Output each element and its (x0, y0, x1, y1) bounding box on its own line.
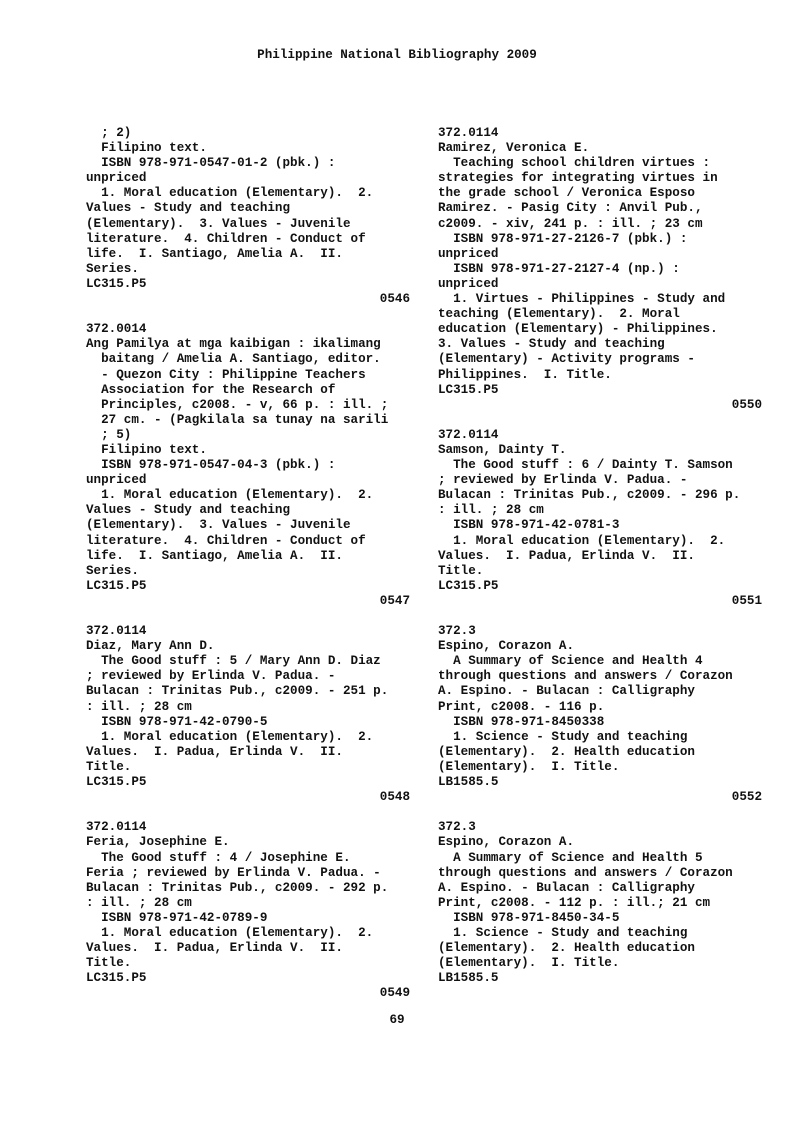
entry-number: 0546 (379, 292, 410, 307)
entry-line: education (Elementary) - Philippines. (438, 322, 718, 337)
entry-spacer (438, 609, 762, 624)
entry-number: 0548 (379, 790, 410, 805)
entry-line: Ramirez. - Pasig City : Anvil Pub., (438, 201, 703, 216)
entry-line: 372.0114 (438, 427, 499, 442)
entry-line: LC315.P5 (86, 775, 147, 790)
entry-line: ISBN 978-971-8450338 (438, 714, 605, 729)
entry-line: the grade school / Veronica Esposo (438, 186, 695, 201)
entry-spacer (86, 307, 410, 322)
bibliographic-entry (438, 820, 762, 986)
entry-line: ; reviewed by Erlinda V. Padua. - (86, 669, 336, 684)
entry-line: unpriced (438, 276, 499, 291)
entry-line: life. I. Santiago, Amelia A. II. (86, 246, 343, 261)
entry-line: Espino, Corazon A. (438, 639, 575, 654)
entry-line: ; 2) (86, 126, 132, 140)
entry-line: The Good stuff : 4 / Josephine E. (86, 850, 351, 865)
entry-line: 1. Science - Study and teaching (438, 729, 688, 744)
entry-line: (Elementary). 2. Health education (438, 941, 695, 956)
entry-line: ISBN 978-971-27-2127-4 (np.) : (438, 261, 680, 276)
entry-line: unpriced (86, 171, 147, 186)
entry-line: Teaching school children virtues : (438, 156, 711, 171)
entry-line: 1. Moral education (Elementary). 2. (86, 488, 374, 503)
entry-number: 0550 (731, 397, 762, 412)
entry-line: Association for the Research of (86, 382, 336, 397)
entry-line: Values. I. Padua, Erlinda V. II. (86, 744, 343, 759)
page-header: Philippine National Bibliography 2009 (257, 48, 537, 62)
entry-line: Values - Study and teaching (86, 201, 291, 216)
entry-line: Ramirez, Veronica E. (438, 141, 590, 156)
entry-line: Bulacan : Trinitas Pub., c2009. - 251 p. (86, 684, 389, 699)
entry-line: Values. I. Padua, Erlinda V. II. (86, 941, 343, 956)
entry-line: : ill. ; 28 cm (86, 699, 192, 714)
entry-line: 3. Values - Study and teaching (438, 337, 665, 352)
entry-line: LC315.P5 (438, 382, 499, 397)
entry-line: LC315.P5 (86, 971, 147, 986)
entry-line: LC315.P5 (86, 578, 147, 593)
entry-line: ; reviewed by Erlinda V. Padua. - (438, 473, 688, 488)
entry-line: Filipino text. (86, 141, 207, 156)
entry-line: unpriced (438, 246, 499, 261)
entry-line: 1. Moral education (Elementary). 2. (438, 533, 726, 548)
entry-line: Bulacan : Trinitas Pub., c2009. - 296 p. (438, 488, 741, 503)
entry-line: Diaz, Mary Ann D. (86, 639, 215, 654)
entry-line: LB1585.5 (438, 775, 499, 790)
entry-line: 372.0014 (86, 322, 147, 337)
entry-line: Series. (86, 563, 139, 578)
entry-line: 1. Virtues - Philippines - Study and (438, 292, 726, 307)
entry-line: : ill. ; 28 cm (438, 503, 544, 518)
entry-line: Philippines. I. Title. (438, 367, 612, 382)
entry-line: (Elementary). 3. Values - Juvenile (86, 518, 351, 533)
entry-line: Title. (86, 759, 132, 774)
entry-spacer (86, 609, 410, 624)
entry-line: (Elementary). I. Title. (438, 759, 620, 774)
entry-line: 372.3 (438, 624, 476, 639)
entry-line: : ill. ; 28 cm (86, 895, 192, 910)
entry-line: 372.0114 (438, 126, 499, 140)
entry-line: Title. (86, 956, 132, 971)
entry-line: Principles, c2008. - v, 66 p. : ill. ; (86, 397, 389, 412)
entry-line: LB1585.5 (438, 971, 499, 986)
entry-line: strategies for integrating virtues in (438, 171, 718, 186)
bibliographic-entry (86, 126, 410, 307)
bibliographic-entry (438, 428, 762, 609)
entry-line: ISBN 978-971-42-0781-3 (438, 518, 620, 533)
entry-line: 1. Moral education (Elementary). 2. (86, 729, 374, 744)
entry-line: Print, c2008. - 112 p. : ill.; 21 cm (438, 895, 711, 910)
entry-line: teaching (Elementary). 2. Moral (438, 307, 680, 322)
entry-line: ISBN 978-971-42-0789-9 (86, 910, 268, 925)
entry-line: (Elementary). 3. Values - Juvenile (86, 216, 351, 231)
entry-line: (Elementary). I. Title. (438, 956, 620, 971)
entry-line: ISBN 978-971-0547-01-2 (pbk.) : (86, 156, 336, 171)
entry-spacer (86, 805, 410, 820)
entry-line: Values. I. Padua, Erlinda V. II. (438, 548, 695, 563)
entry-line: literature. 4. Children - Conduct of (86, 533, 366, 548)
entry-line: The Good stuff : 5 / Mary Ann D. Diaz (86, 654, 381, 669)
entry-spacer (438, 805, 762, 820)
entry-spacer (438, 413, 762, 428)
entry-line: 1. Science - Study and teaching (438, 925, 688, 940)
entry-line: through questions and answers / Corazon (438, 865, 733, 880)
entry-line: ISBN 978-971-0547-04-3 (pbk.) : (86, 458, 336, 473)
entry-line: Feria, Josephine E. (86, 835, 230, 850)
entry-line: life. I. Santiago, Amelia A. II. (86, 548, 343, 563)
bibliographic-entry (438, 126, 762, 413)
entry-line: Print, c2008. - 116 p. (438, 699, 605, 714)
entry-line: Espino, Corazon A. (438, 835, 575, 850)
bibliographic-entry (86, 322, 410, 609)
entry-line: Feria ; reviewed by Erlinda V. Padua. - (86, 865, 381, 880)
entry-number: 0552 (731, 790, 762, 805)
entry-line: unpriced (86, 473, 147, 488)
entry-line: 372.0114 (86, 624, 147, 639)
entry-number: 0549 (379, 986, 410, 1001)
entry-line: A Summary of Science and Health 4 (438, 654, 703, 669)
entry-line: LC315.P5 (86, 276, 147, 291)
entry-line: ISBN 978-971-27-2126-7 (pbk.) : (438, 231, 688, 246)
entry-line: Ang Pamilya at mga kaibigan : ikalimang (86, 337, 381, 352)
entry-line: 1. Moral education (Elementary). 2. (86, 925, 374, 940)
entry-line: A. Espino. - Bulacan : Calligraphy (438, 880, 695, 895)
entry-line: - Quezon City : Philippine Teachers (86, 367, 366, 382)
entry-line: Filipino text. (86, 442, 207, 457)
entry-number: 0547 (379, 593, 410, 608)
entry-line: 372.0114 (86, 820, 147, 835)
entry-line: 1. Moral education (Elementary). 2. (86, 186, 374, 201)
entry-line: Values - Study and teaching (86, 503, 291, 518)
entry-line: ISBN 978-971-8450-34-5 (438, 910, 620, 925)
entry-line: literature. 4. Children - Conduct of (86, 231, 366, 246)
entry-line: Bulacan : Trinitas Pub., c2009. - 292 p. (86, 880, 389, 895)
entry-line: A. Espino. - Bulacan : Calligraphy (438, 684, 695, 699)
entry-line: Series. (86, 261, 139, 276)
entry-line: Title. (438, 563, 484, 578)
entry-line: baitang / Amelia A. Santiago, editor. (86, 352, 381, 367)
entry-line: A Summary of Science and Health 5 (438, 850, 703, 865)
page-number: 69 (389, 1013, 405, 1027)
entry-line: Samson, Dainty T. (438, 442, 567, 457)
entry-line: c2009. - xiv, 241 p. : ill. ; 23 cm (438, 216, 703, 231)
entry-line: ISBN 978-971-42-0790-5 (86, 714, 268, 729)
entry-line: ; 5) (86, 427, 132, 442)
entry-line: (Elementary). 2. Health education (438, 744, 695, 759)
entry-number: 0551 (731, 593, 762, 608)
bibliographic-entry (86, 820, 410, 1001)
bibliographic-entry (86, 624, 410, 805)
entry-line: 372.3 (438, 820, 476, 835)
entry-line: LC315.P5 (438, 578, 499, 593)
entry-line: (Elementary) - Activity programs - (438, 352, 695, 367)
entry-line: through questions and answers / Corazon (438, 669, 733, 684)
entry-line: 27 cm. - (Pagkilala sa tunay na sarili (86, 412, 389, 427)
entry-line: The Good stuff : 6 / Dainty T. Samson (438, 458, 733, 473)
bibliographic-entry (438, 624, 762, 805)
left-column (86, 126, 410, 1001)
right-column (438, 126, 762, 986)
